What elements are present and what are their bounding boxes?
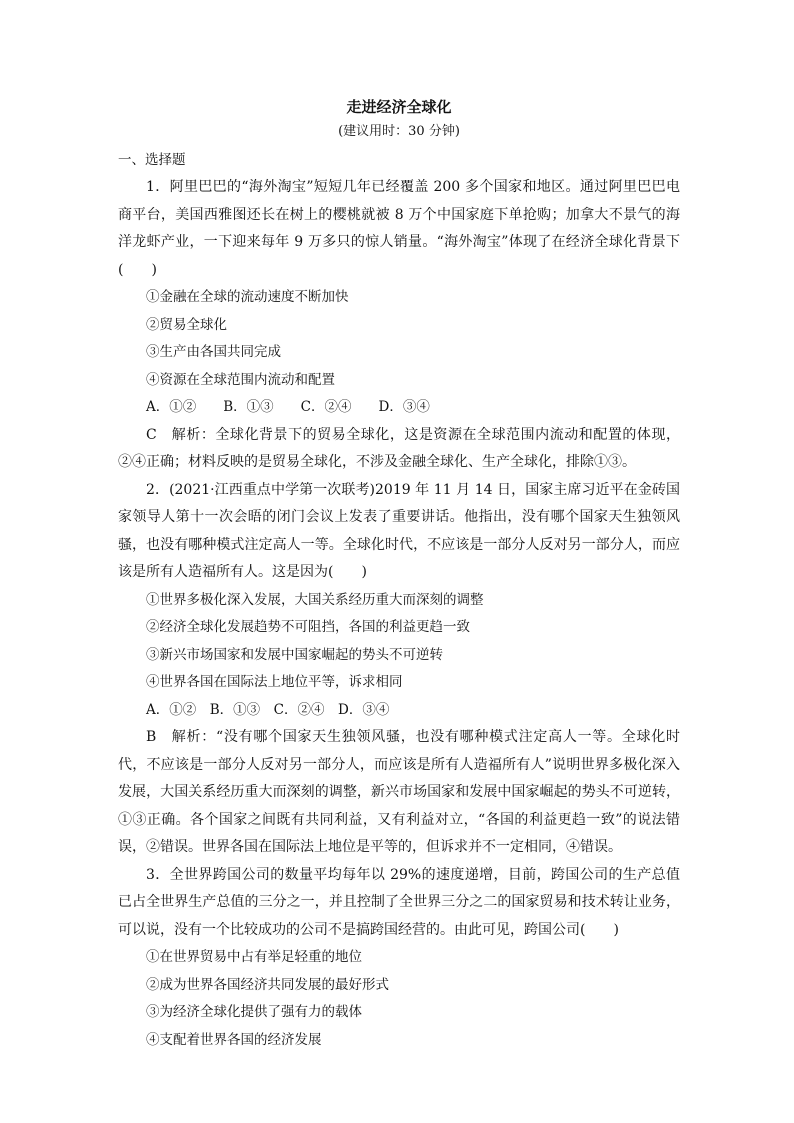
question-1-analysis: C 解析：全球化背景下的贸易全球化，这是资源在全球范围内流动和配置的体现，②④正确；材料反映的是贸易全球化，不涉及金融全球化、生产全球化，排除①③。 — [118, 426, 680, 470]
question-2-option: ④世界各国在国际法上地位平等，诉求相同 — [146, 674, 403, 690]
question-2-analysis: B 解析：“没有哪个国家天生独领风骚，也没有哪种模式注定高人一等。全球化时代，不应该是一部分人反对另一部分人，而应该是所有人造福所有人”说明世界多极化深入发展，大国关系经历重大而深刻的调整，新兴市场国家和发展中国家崛起的势头不可逆转，①③正确。各个国家之间既有共同利益，又有利益对立，“各国的利益更趋一致”的说法错误，②错误。世界各国在国际法上地位是平等的，但诉求并不一定相同，④错误。 — [118, 729, 680, 855]
question-1-choices: A．①② B．①③ C．②④ D．③④ — [146, 399, 430, 415]
question-3-option: ①在世界贸易中占有举足轻重的地位 — [146, 949, 362, 965]
document-subtitle: (建议用时：30 分钟) — [338, 124, 460, 139]
question-2 — [118, 477, 680, 862]
question-2-option: ③新兴市场国家和发展中国家崛起的势头不可逆转 — [146, 646, 443, 663]
question-2-option: ②经济全球化发展趋势不可阻挡，各国的利益更趋一致 — [146, 619, 470, 635]
question-2-stem: 2．(2021·江西重点中学第一次联考)2019 年 11 月 14 日，国家主席习近平在金砖国家领导人第十一次会晤的闭门会议上发表了重要讲话。他指出，没有哪个国家天生独领风骚，也没有哪种模式注定高人一等。全球化时代，不应该是一部分人反对另一部分人，而应该是所有人造福所有人。这是因为( ) — [118, 481, 680, 580]
question-3-stem: 3．全世界跨国公司的数量平均每年以 29%的速度递增，目前，跨国公司的生产总值已占全世界生产总值的三分之一，并且控制了全世界三分之二的国家贸易和技术转让业务，可以说，没有一个比较成功的公司不是搞跨国经营的。由此可见，跨国公司( ) — [118, 866, 680, 938]
document-page — [118, 96, 680, 1054]
question-1-option: ②贸易全球化 — [146, 316, 227, 333]
question-1-option: ①金融在全球的流动速度不断加快 — [146, 289, 349, 305]
document-title: 走进经济全球化 — [346, 98, 452, 116]
question-3-option: ③为经济全球化提供了强有力的载体 — [146, 1004, 362, 1020]
question-3-option: ②成为世界各国经济共同发展的最好形式 — [146, 976, 389, 993]
question-1-option: ③生产由各国共同完成 — [146, 344, 281, 360]
section-heading: 一、选择题 — [118, 152, 186, 168]
question-3 — [118, 862, 680, 1055]
question-1-stem: 1．阿里巴巴的“海外淘宝”短短几年已经覆盖 200 多个国家和地区。通过阿里巴巴电商平台，美国西雅图还长在树上的樱桃就被 8 万个中国家庭下单抢购；加拿大不景气的海洋龙虾产业，一下迎来每年 9 万多只的惊人销量。“海外淘宝”体现了在经济全球化背景下( ) — [118, 179, 680, 278]
question-2-option: ①世界多极化深入发展，大国关系经历重大而深刻的调整 — [146, 591, 484, 608]
question-1 — [118, 174, 680, 477]
question-1-option: ④资源在全球范围内流动和配置 — [146, 371, 335, 388]
question-3-option: ④支配着世界各国的经济发展 — [146, 1031, 322, 1048]
question-2-choices: A．①② B．①③ C．②④ D．③④ — [146, 701, 390, 718]
